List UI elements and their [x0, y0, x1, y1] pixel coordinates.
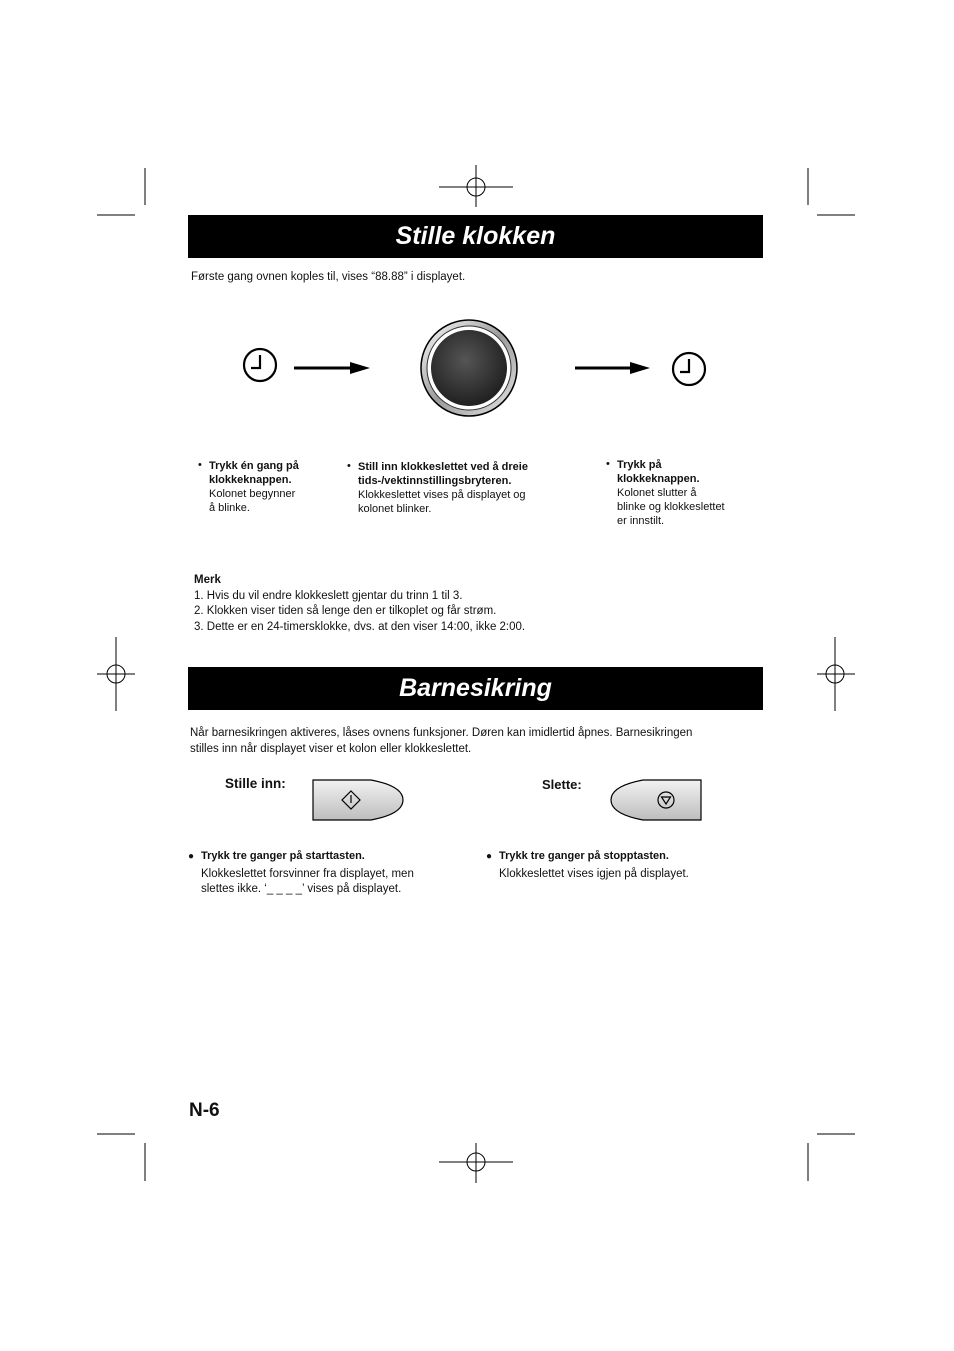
stop-button-icon [608, 778, 704, 824]
section-title-stille-klokken [188, 215, 763, 258]
note-item: 2. Klokken viser tiden så lenge den er tilkoplet og får strøm. [194, 605, 497, 618]
step-1-bold-line2: klokkeknappen. [209, 474, 292, 486]
clear-bold: Trykk tre ganger på stopptasten. [499, 850, 669, 862]
clear-instructions [486, 849, 689, 882]
arrow-right-icon [575, 362, 650, 374]
page-number: N-6 [189, 1100, 220, 1121]
step-3-text-line3: er innstilt. [617, 515, 665, 527]
step-3-bold-line1: Trykk på [617, 459, 662, 471]
step-1-text-line1: Kolonet begynner [209, 488, 296, 500]
bullet: ● [188, 851, 195, 862]
set-label: Stille inn: [225, 776, 286, 791]
childlock-intro [190, 725, 692, 757]
section-title-text: Barnesikring [399, 674, 552, 702]
step-1-bold-line1: Trykk én gang på [209, 460, 299, 472]
note-heading: Merk [194, 574, 221, 586]
step-1 [198, 459, 299, 515]
step-2-bold-line2: tids-/vektinnstillingsbryteren. [358, 475, 512, 487]
clock-icon [673, 353, 705, 385]
section-title-barnesikring [188, 667, 763, 710]
step-3-text-line2: blinke og klokkeslettet [617, 501, 725, 513]
step-2 [347, 460, 528, 516]
set-text-line2: slettes ikke. ‘_ _ _ _’ vises på displayet. [201, 883, 402, 895]
set-text-line1: Klokkeslettet forsvinner fra displayet, men [201, 868, 414, 880]
childlock-intro-line1: Når barnesikringen aktiveres, låses ovnens funksjoner. Døren kan imidlertid åpnes. Barnesikringen [190, 727, 693, 739]
registration-mark-icon [439, 165, 513, 207]
childlock-intro-line2: stilles inn når displayet viser et kolon eller klokkeslettet. [190, 743, 472, 755]
note-block [194, 573, 525, 636]
bullet: • [198, 459, 202, 471]
step-3-bold-line2: klokkeknappen. [617, 473, 700, 485]
step-2-bold-line1: Still inn klokkeslettet ved å dreie [358, 461, 528, 473]
clock-setting-diagram [230, 315, 730, 425]
dial-knob-icon [421, 320, 517, 416]
section-title-text: Stille klokken [395, 222, 556, 250]
intro-text: Første gang ovnen koples til, vises “88.88” i displayet. [191, 271, 466, 283]
step-1-text-line2: å blinke. [209, 502, 250, 514]
registration-mark-icon [439, 1143, 513, 1183]
set-instructions [188, 849, 414, 897]
registration-mark-icon [817, 637, 855, 711]
step-2-text-line2: kolonet blinker. [358, 503, 432, 515]
clock-icon [244, 349, 276, 381]
bullet: ● [486, 851, 493, 862]
clear-text-line1: Klokkeslettet vises igjen på displayet. [499, 868, 689, 880]
step-3 [606, 458, 725, 528]
step-3-text-line1: Kolonet slutter å [617, 487, 697, 499]
bullet: • [606, 458, 610, 470]
arrow-right-icon [294, 362, 370, 374]
note-item: 1. Hvis du vil endre klokkeslett gjentar du trinn 1 til 3. [194, 589, 463, 602]
step-2-text-line1: Klokkeslettet vises på displayet og [358, 489, 526, 501]
registration-mark-icon [97, 637, 135, 711]
start-button-icon [311, 778, 407, 824]
clear-label: Slette: [542, 777, 582, 792]
bullet: • [347, 460, 351, 472]
set-bold: Trykk tre ganger på starttasten. [201, 850, 365, 862]
note-item: 3. Dette er en 24-timersklokke, dvs. at den viser 14:00, ikke 2:00. [194, 621, 526, 634]
